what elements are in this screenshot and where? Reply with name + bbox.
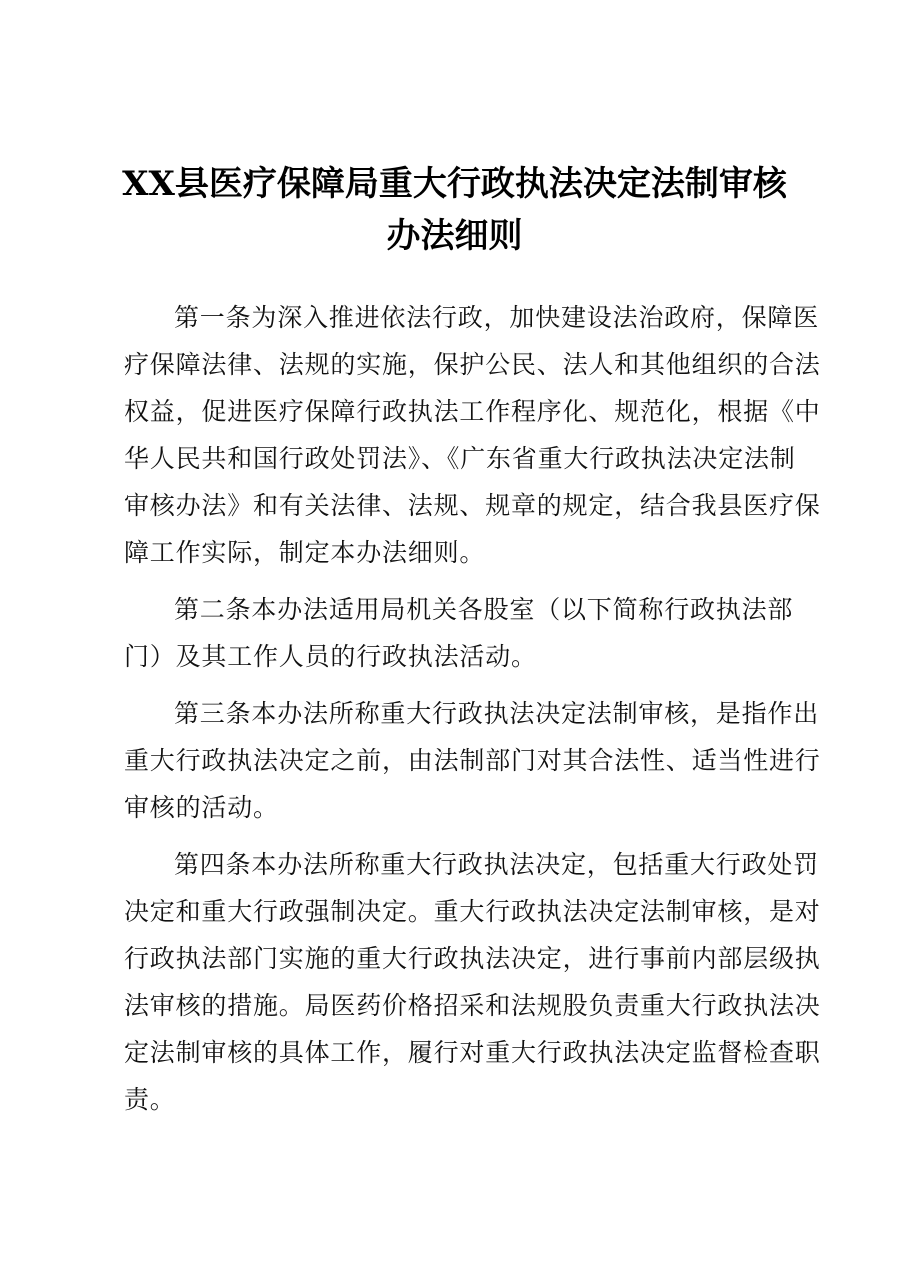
document-title — [100, 158, 809, 262]
document-body — [124, 294, 821, 1133]
paragraph-line: 决定和重大行政强制决定。重大行政执法决定法制审核，是对 — [124, 897, 821, 926]
paragraph-line: 疗保障法律、法规的实施，保护公民、法人和其他组织的合法 — [124, 350, 821, 379]
paragraph-line: 审核办法》和有关法律、法规、规章的规定，结合我县医疗保 — [124, 491, 821, 520]
paragraph-line: 门）及其工作人员的行政执法活动。 — [124, 642, 537, 671]
title-line-2: 办法细则 — [386, 216, 523, 256]
paragraph-line: 审核的活动。 — [124, 793, 279, 822]
article-3-paragraph — [124, 690, 821, 831]
article-1-paragraph — [124, 294, 821, 576]
paragraph-line: 第一条为深入推进依法行政，加快建设法治政府，保障医 — [174, 303, 820, 332]
paragraph-line: 权益，促进医疗保障行政执法工作程序化、规范化，根据《中 — [124, 397, 821, 426]
article-2-paragraph — [124, 586, 794, 680]
article-4-paragraph — [124, 841, 821, 1123]
paragraph-line: 法审核的措施。局医药价格招采和法规股负责重大行政执法决 — [124, 991, 821, 1020]
paragraph-line: 华人民共和国行政处罚法》、《广东省重大行政执法决定法制 — [124, 444, 796, 473]
paragraph-line: 第三条本办法所称重大行政执法决定法制审核，是指作出 — [174, 699, 820, 728]
paragraph-line: 重大行政执法决定之前，由法制部门对其合法性、适当性进行 — [124, 746, 821, 775]
paragraph-line: 责。 — [124, 1085, 176, 1114]
paragraph-line: 障工作实际，制定本办法细则。 — [124, 538, 486, 567]
title-line-1: XX县医疗保障局重大行政执法决定法制审核 — [122, 164, 787, 204]
paragraph-line: 第四条本办法所称重大行政执法决定，包括重大行政处罚 — [174, 850, 820, 879]
paragraph-line: 定法制审核的具体工作，履行对重大行政执法决定监督检查职 — [124, 1038, 821, 1067]
paragraph-line: 第二条本办法适用局机关各股室（以下简称行政执法部 — [174, 595, 794, 624]
paragraph-line: 行政执法部门实施的重大行政执法决定，进行事前内部层级执 — [124, 944, 821, 973]
